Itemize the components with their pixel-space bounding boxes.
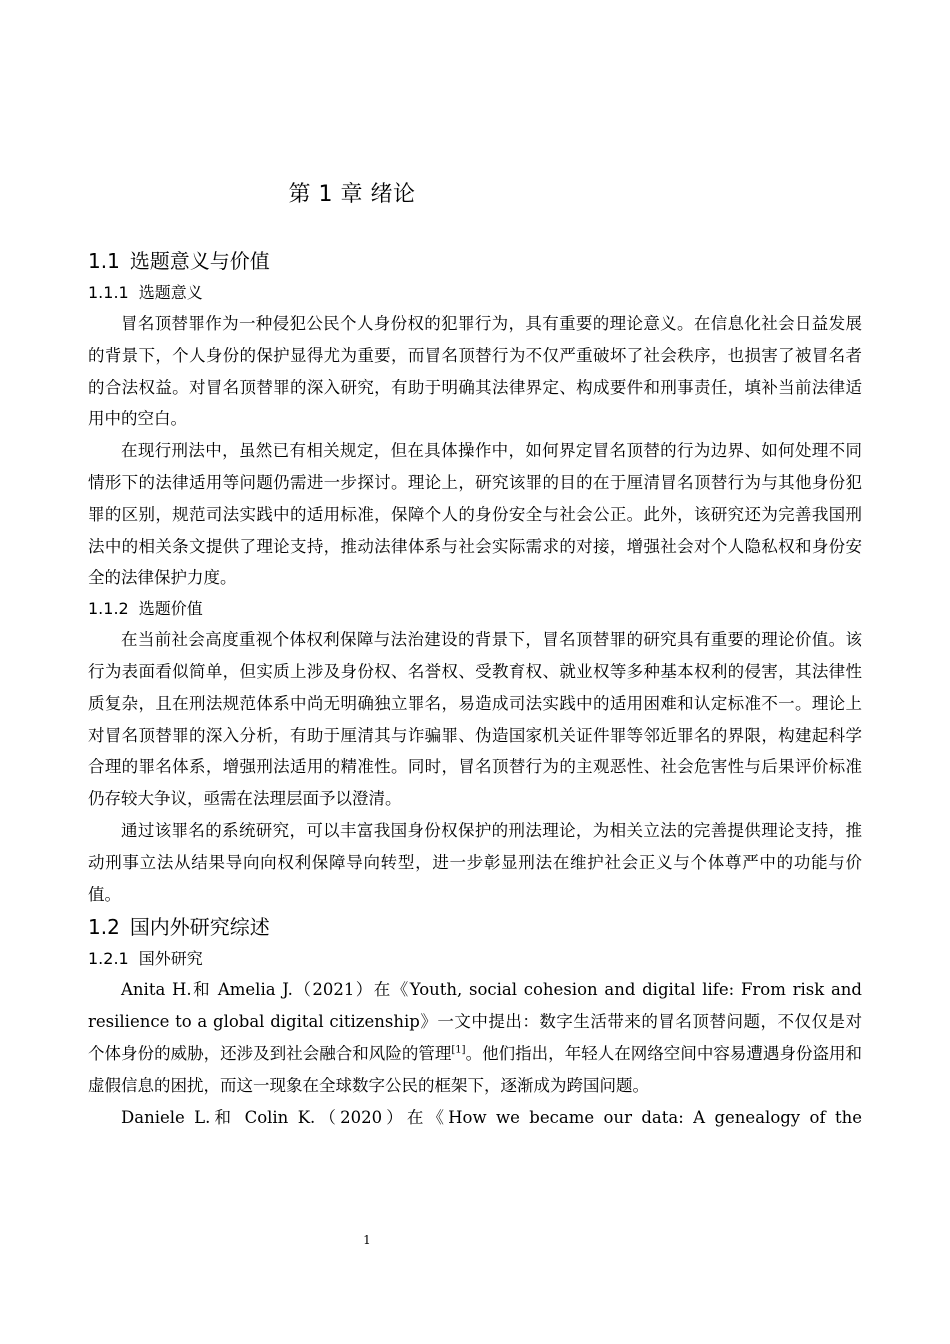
paragraph: Daniele L.和 Colin K.（2020）在《How we became our data: A genealogy of the — [121, 1107, 862, 1127]
section-title: 国内外研究综述 — [129, 915, 270, 940]
paragraph: 通过该罪名的系统研究，可以丰富我国身份权保护的刑法理论，为相关立法的完善提供理论支持，推动刑事立法从结果导向向权利保障导向转型，进一步彰显刑法在维护社会正义与个体尊严中的功能与价值。 — [88, 820, 862, 904]
subsection-heading — [88, 944, 862, 974]
paragraph: 冒名顶替罪作为一种侵犯公民个人身份权的犯罪行为，具有重要的理论意义。在信息化社会日益发展的背景下，个人身份的保护显得尤为重要，而冒名顶替行为不仅严重破坏了社会秩序，也损害了被冒名者的合法权益。对冒名顶替罪的深入研究，有助于明确其法律界定、构成要件和刑事责任，填补当前法律适用中的空白。 — [88, 314, 862, 429]
subsection-title: 国外研究 — [138, 949, 203, 969]
subsection-number: 1.2.1 — [88, 949, 129, 969]
section-title: 选题意义与价值 — [129, 249, 270, 273]
page-number: 1 — [363, 1233, 371, 1247]
paragraph-text: Anita H.和 Amelia J.（2021）在《Youth, social cohesion and digital life: From risk and resilience to a global digital citizenship》一文中提出：数字生活带来的冒名顶替问题，不仅仅是对个体身份的威胁，还涉及到社会融合和风险的管理 — [88, 980, 862, 1063]
paragraph: 在现行刑法中，虽然已有相关规定，但在具体操作中，如何界定冒名顶替的行为边界、如何处理不同情形下的法律适用等问题仍需进一步探讨。理论上，研究该罪的目的在于厘清冒名顶替行为与其他身份犯罪的区别，规范司法实践中的适用标准，保障个人的身份安全与社会公正。此外，该研究还为完善我国刑法中的相关条文提供了理论支持，推动法律体系与社会实际需求的对接，增强社会对个人隐私权和身份安全的法律保护力度。 — [88, 441, 862, 588]
body-content — [88, 244, 862, 1133]
section-heading — [88, 244, 862, 278]
paragraph: 在当前社会高度重视个体权利保障与法治建设的背景下，冒名顶替罪的研究具有重要的理论价值。该行为表面看似简单，但实质上涉及身份权、名誉权、受教育权、就业权等多种基本权利的侵害，其法律性质复杂，且在刑法规范体系中尚无明确独立罪名，易造成司法实践中的适用困难和认定标准不一。理论上对冒名顶替罪的深入分析，有助于厘清其与诈骗罪、伪造国家机关证件罪等邻近罪名的界限，构建起科学合理的罪名体系，增强刑法适用的精准性。同时，冒名顶替行为的主观恶性、社会危害性与后果评价标准仍存较大争议，亟需在法理层面予以澄清。 — [88, 630, 862, 809]
subsection-number: 1.1.1 — [88, 283, 129, 302]
section-number: 1.2 — [88, 915, 120, 940]
subsection-heading — [88, 594, 862, 624]
section-heading — [88, 910, 862, 944]
subsection-number: 1.1.2 — [88, 599, 129, 619]
chapter-title: 第 1 章 绪论 — [288, 182, 416, 207]
subsection-title: 选题价值 — [138, 599, 203, 619]
citation-ref[interactable]: [1] — [451, 1044, 466, 1056]
subsection-heading — [88, 278, 862, 308]
section-number: 1.1 — [88, 249, 120, 273]
paragraph-text: 。他们指出，年轻人在网络空间中容易遭遇身份盗用和虚假信息的困扰，而这一现象在全球数字公民的框架下，逐渐成为跨国问题。 — [88, 1043, 863, 1095]
subsection-title: 选题意义 — [138, 283, 203, 302]
paragraph — [88, 974, 862, 1101]
